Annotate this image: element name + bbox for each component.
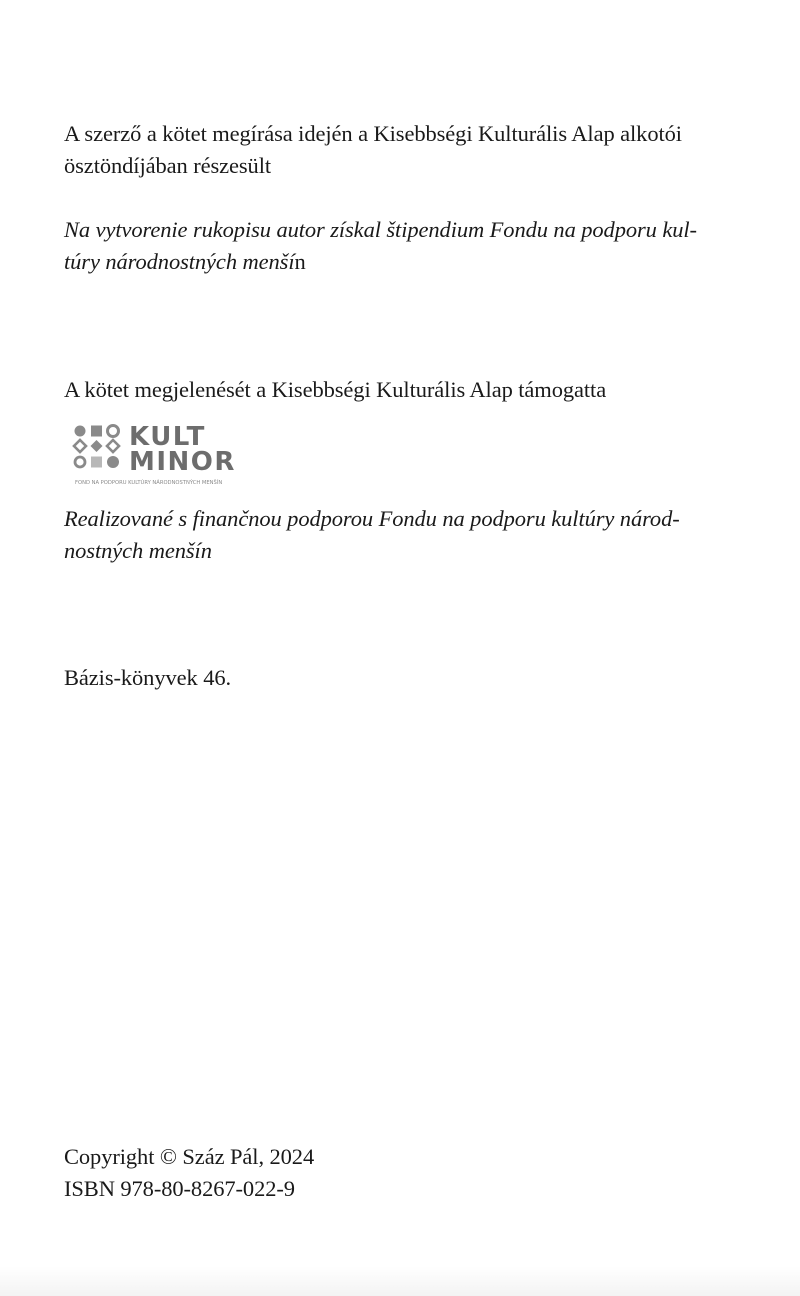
support-sk-line-1: Realizované s finančnou podporou Fondu na podporu kultúry národ- [64, 506, 680, 531]
page-bottom-edge [0, 1266, 800, 1296]
kult-minor-logo [72, 420, 242, 488]
grant-notice-slovak [64, 214, 714, 278]
grant-sk-line-2-regular: n [294, 249, 306, 274]
grant-sk-line-1: Na vytvorenie rukopisu autor získal štipendium Fondu na podporu kul- [64, 217, 697, 242]
grant-hu-line-2: ösztöndíjában részesült [64, 153, 272, 178]
grant-hu-line-1: A szerző a kötet megírása idején a Kisebbségi Kulturális Alap alkotói [64, 121, 682, 146]
series-title: Bázis-könyvek 46. [64, 665, 232, 690]
logo-word-minor: MINOR [129, 447, 236, 477]
grant-sk-line-2-italic: túry národnostných menší [64, 249, 295, 274]
support-notice-hungarian: A kötet megjelenését a Kisebbségi Kulturális Alap támogatta [64, 377, 607, 402]
isbn-line: ISBN 978-80-8267-022-9 [64, 1176, 295, 1201]
copyright-line: Copyright © Száz Pál, 2024 [64, 1144, 315, 1169]
logo-mark-icon [74, 426, 119, 469]
support-sk-line-2: nostných menšín [64, 538, 212, 563]
copyright-block [64, 1141, 714, 1205]
grant-sk-line-2 [64, 246, 714, 278]
grant-notice-hungarian [64, 118, 714, 182]
logo-word-kult: KULT [129, 422, 206, 452]
logo-tagline: FOND NA PODPORU KULTÚRY NÁRODNOSTNÝCH MENŠÍN [75, 480, 223, 486]
support-notice-slovak [64, 503, 714, 567]
